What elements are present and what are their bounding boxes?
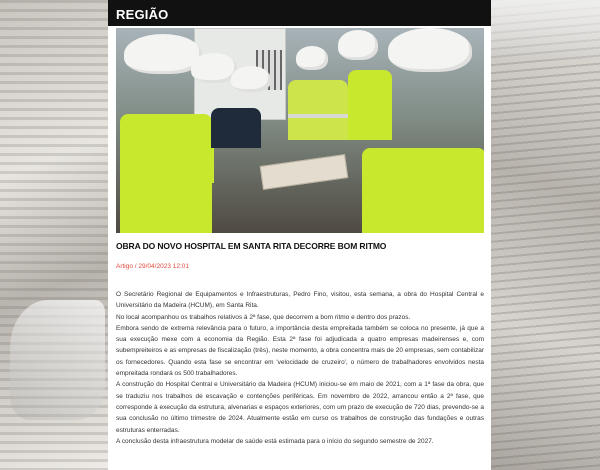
article-headline[interactable]: OBRA DO NOVO HOSPITAL EM SANTA RITA DECORRE BOM RITMO [116,241,387,251]
section-title: REGIÃO [116,5,172,25]
photo-vest [288,80,348,140]
article-paragraph: No local acompanhou os trabalhos relativos à 2ª fase, que decorrem a bom ritmo e dentro dos prazos. [116,313,411,321]
article-body [116,289,484,447]
photo-helmet [296,46,328,70]
photo-helmet [388,28,472,72]
article-panel [108,0,491,470]
photo-jacket [211,108,261,148]
article-paragraph: A conclusão desta infraestrutura modelar de saúde está estimada para o início do segundo semestre de 2027. [116,437,434,445]
article-paragraph: Embora sendo de extrema relevância para o futuro, a importância desta empreitada também se coloca no presente, já que a sua execução mexe com a economia da Região. Esta 2ª fase foi adjudicada a quatro empresas madeirenses e, com subempreiteiros e as empresas de fiscalização (três), neste momento, a obra concentra mais de 20 empresas, sem contabilizar os fornecedores. Quando esta fase se encontrar em 'velocidade de cruzeiro', o número de trabalhadores envolvidos nesta empreitada rondará os 500 trabalhadores. [116,324,484,378]
article-paragraph: O Secretário Regional de Equipamentos e Infraestruturas, Pedro Fino, visitou, esta semana, a obra do Hospital Central e Universitário da Madeira (HCUM), em Santa Rita. [116,291,484,310]
photo-vest [174,123,214,183]
article-photo [116,28,484,233]
photo-vest [348,70,392,140]
photo-reflective-stripe [288,114,348,118]
photo-blueprint [260,154,349,190]
newspaper-background-left [0,0,108,470]
photo-vest [362,148,484,233]
photo-helmet [231,66,271,92]
photo-helmet [338,30,378,60]
article-meta: Artigo / 29/04/2023 12:01 [116,263,190,270]
article-paragraph: A construção do Hospital Central e Universitário da Madeira (HCUM) iniciou-se em maio de 2021, com a 1ª fase da obra, que se traduziu nos trabalhos de escavação e contenções periféricas. Em novembro de 2022, arrancou então a 2ª fase, que corresponde à execução da estrutura, alvenarias e espaços exteriores, com um prazo de execução de 720 dias, prevendo-se a sua conclusão no último trimestre de 2024. Atualmente estão em curso os trabalhos de construção das fundações e outras estruturas enterradas. [116,381,484,434]
newspaper-background-right [490,0,600,470]
